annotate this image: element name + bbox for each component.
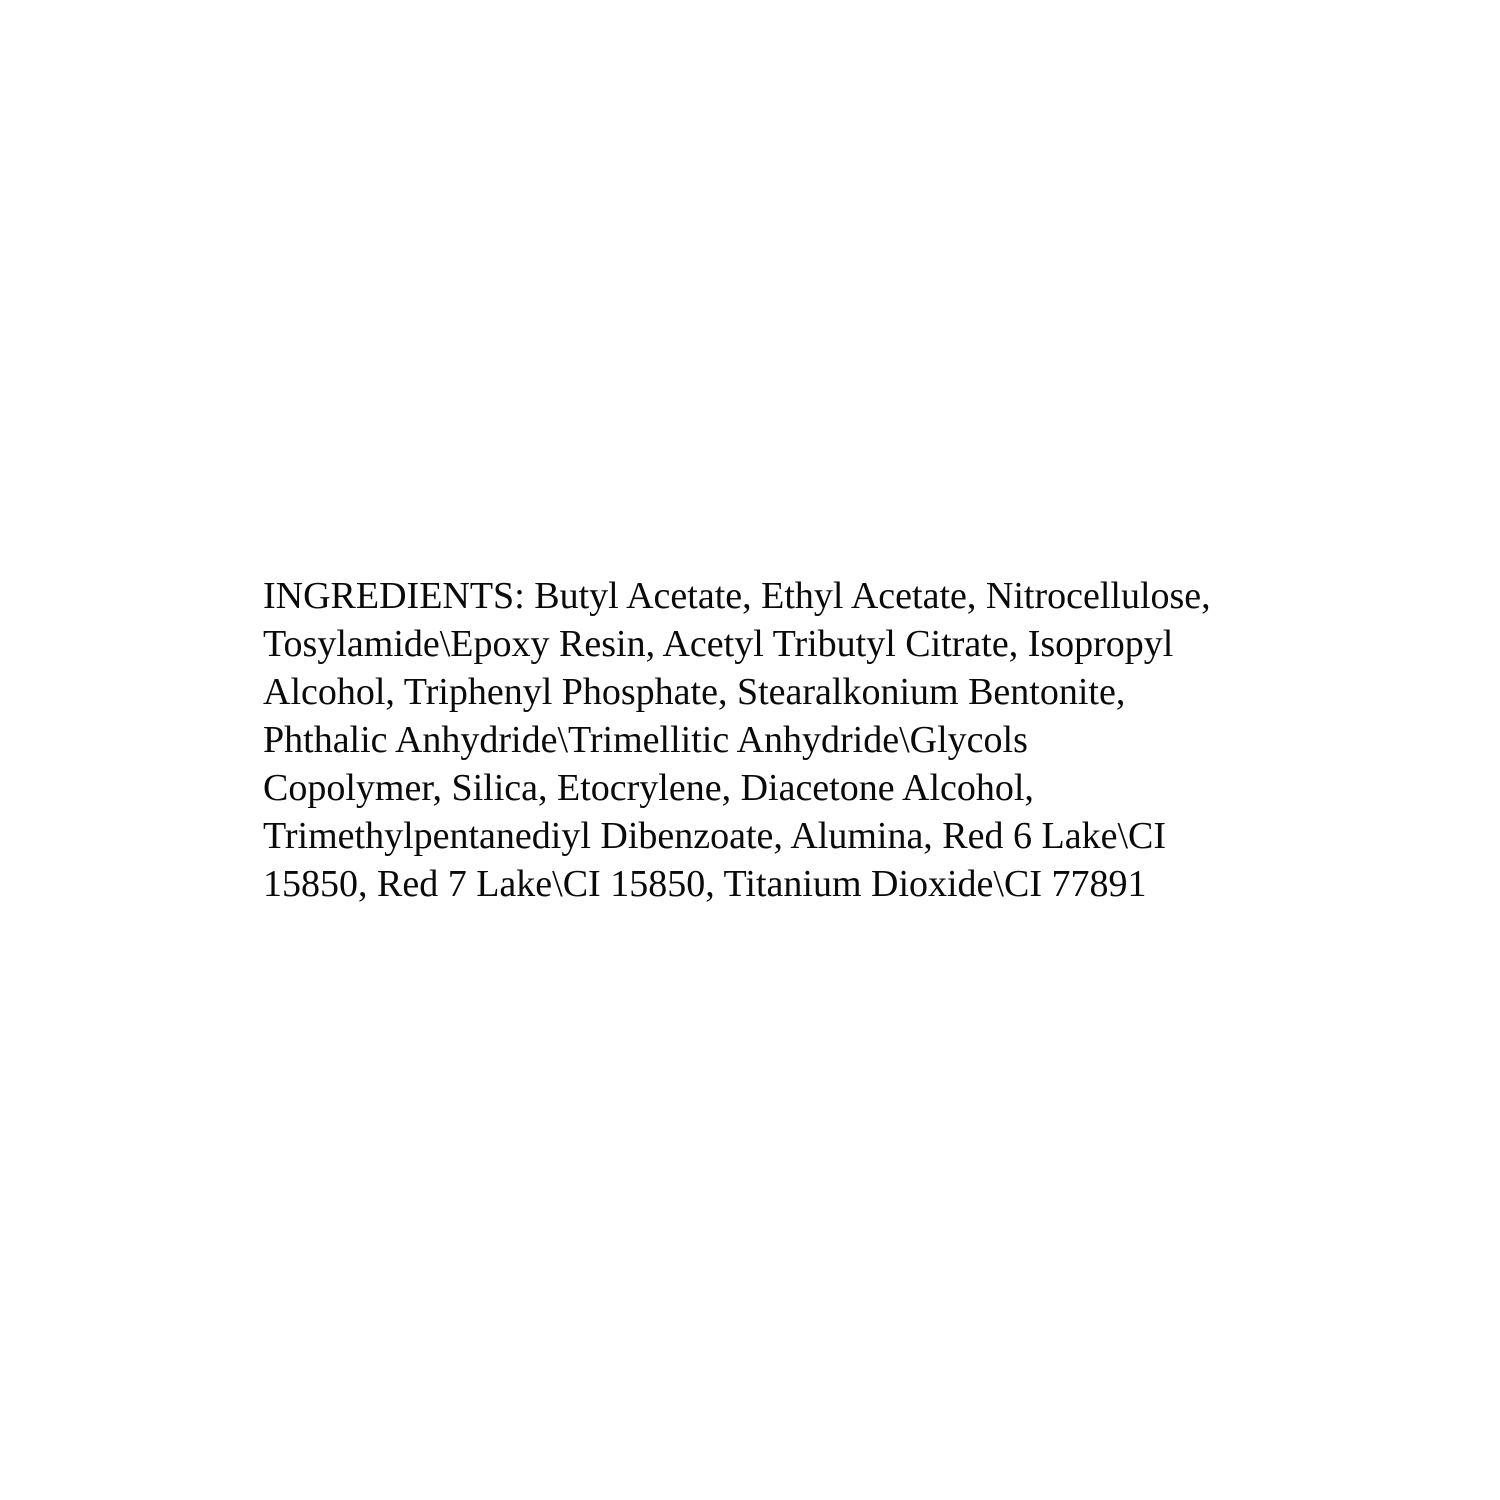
ingredients-line: Copolymer, Silica, Etocrylene, Diacetone Alcohol, [263, 767, 1034, 809]
ingredients-line: Trimethylpentanediyl Dibenzoate, Alumina, Red 6 Lake\CI [263, 815, 1167, 857]
ingredients-line: Phthalic Anhydride\Trimellitic Anhydride\Glycols [263, 719, 1028, 761]
ingredients-line: INGREDIENTS: Butyl Acetate, Ethyl Acetate, Nitrocellulose, [263, 575, 1211, 617]
ingredients-line: Tosylamide\Epoxy Resin, Acetyl Tributyl Citrate, Isopropyl [263, 623, 1174, 665]
ingredients-text [263, 572, 1273, 908]
ingredients-line: 15850, Red 7 Lake\CI 15850, Titanium Dioxide\CI 77891 [263, 863, 1147, 905]
ingredients-line: Alcohol, Triphenyl Phosphate, Stearalkonium Bentonite, [263, 671, 1126, 713]
